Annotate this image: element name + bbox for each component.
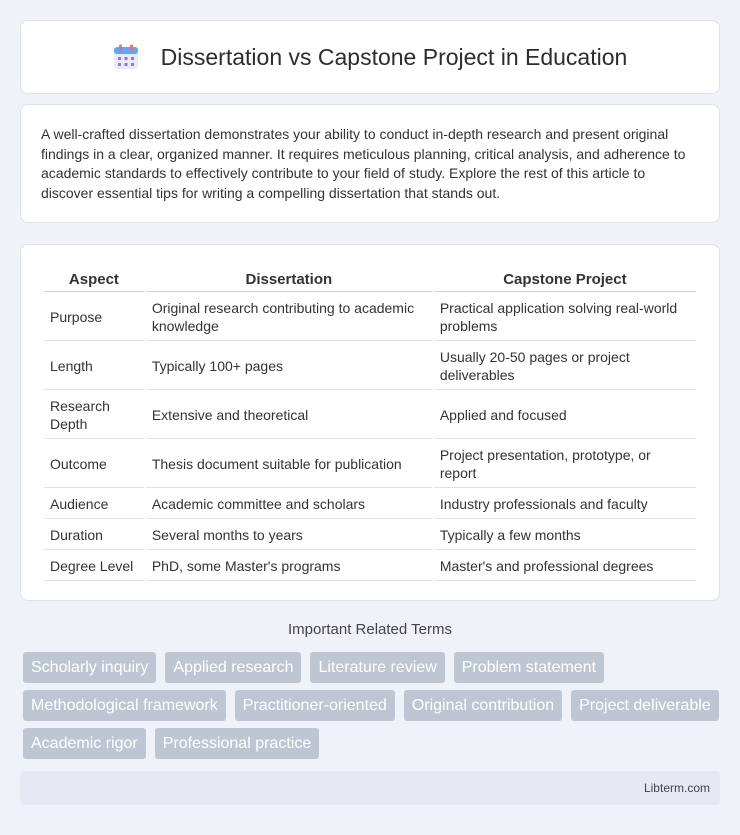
related-terms-title: Important Related Terms <box>288 621 452 638</box>
term-tag[interactable]: Problem statement <box>454 652 604 683</box>
dissertation-cell: Typically 100+ pages <box>146 343 432 390</box>
header-capstone: Capstone Project <box>434 267 696 292</box>
capstone-cell: Industry professionals and faculty <box>434 490 696 519</box>
footer-brand-link[interactable]: Libterm.com <box>643 781 710 795</box>
capstone-cell: Project presentation, prototype, or report <box>434 441 696 488</box>
comparison-card <box>20 244 720 601</box>
related-terms-list <box>23 652 723 759</box>
term-tag[interactable]: Original contribution <box>404 690 562 721</box>
table-row <box>44 392 696 439</box>
term-tag[interactable]: Professional practice <box>155 728 320 759</box>
dissertation-cell: Original research contributing to academic knowledge <box>146 294 432 341</box>
table-row <box>44 552 696 581</box>
aspect-cell: Research Depth <box>44 392 144 439</box>
capstone-cell: Applied and focused <box>434 392 696 439</box>
dissertation-cell: Extensive and theoretical <box>146 392 432 439</box>
aspect-cell: Duration <box>44 521 144 550</box>
comparison-table <box>42 265 698 583</box>
footer <box>20 771 720 805</box>
intro-card <box>20 104 720 223</box>
header-aspect: Aspect <box>44 267 144 292</box>
header-card <box>20 20 720 94</box>
table-row <box>44 441 696 488</box>
term-tag[interactable]: Academic rigor <box>23 728 146 759</box>
term-tag[interactable]: Scholarly inquiry <box>23 652 156 683</box>
capstone-cell: Master's and professional degrees <box>434 552 696 581</box>
table-row <box>44 343 696 390</box>
table-row <box>44 490 696 519</box>
dissertation-cell: Academic committee and scholars <box>146 490 432 519</box>
term-tag[interactable]: Project deliverable <box>571 690 719 721</box>
calendar-icon <box>113 44 139 70</box>
term-tag[interactable]: Literature review <box>310 652 444 683</box>
aspect-cell: Purpose <box>44 294 144 341</box>
capstone-cell: Practical application solving real-world problems <box>434 294 696 341</box>
aspect-cell: Audience <box>44 490 144 519</box>
capstone-cell: Usually 20-50 pages or project deliverables <box>434 343 696 390</box>
table-row <box>44 521 696 550</box>
dissertation-cell: Several months to years <box>146 521 432 550</box>
table-row <box>44 294 696 341</box>
header-dissertation: Dissertation <box>146 267 432 292</box>
intro-text: A well-crafted dissertation demonstrates your ability to conduct in-depth research and present original findings in a clear, organized manner. It requires meticulous planning, critical analysis, and adherence to academic standards to effectively contribute to your field of study. Explore the rest of this article to discover essential tips for writing a compelling dissertation that stands out. <box>41 126 686 201</box>
page-title: Dissertation vs Capstone Project in Education <box>160 43 628 70</box>
aspect-cell: Outcome <box>44 441 144 488</box>
dissertation-cell: PhD, some Master's programs <box>146 552 432 581</box>
dissertation-cell: Thesis document suitable for publication <box>146 441 432 488</box>
aspect-cell: Length <box>44 343 144 390</box>
capstone-cell: Typically a few months <box>434 521 696 550</box>
aspect-cell: Degree Level <box>44 552 144 581</box>
term-tag[interactable]: Practitioner-oriented <box>235 690 395 721</box>
term-tag[interactable]: Methodological framework <box>23 690 226 721</box>
term-tag[interactable]: Applied research <box>165 652 301 683</box>
table-header-row <box>44 267 696 292</box>
